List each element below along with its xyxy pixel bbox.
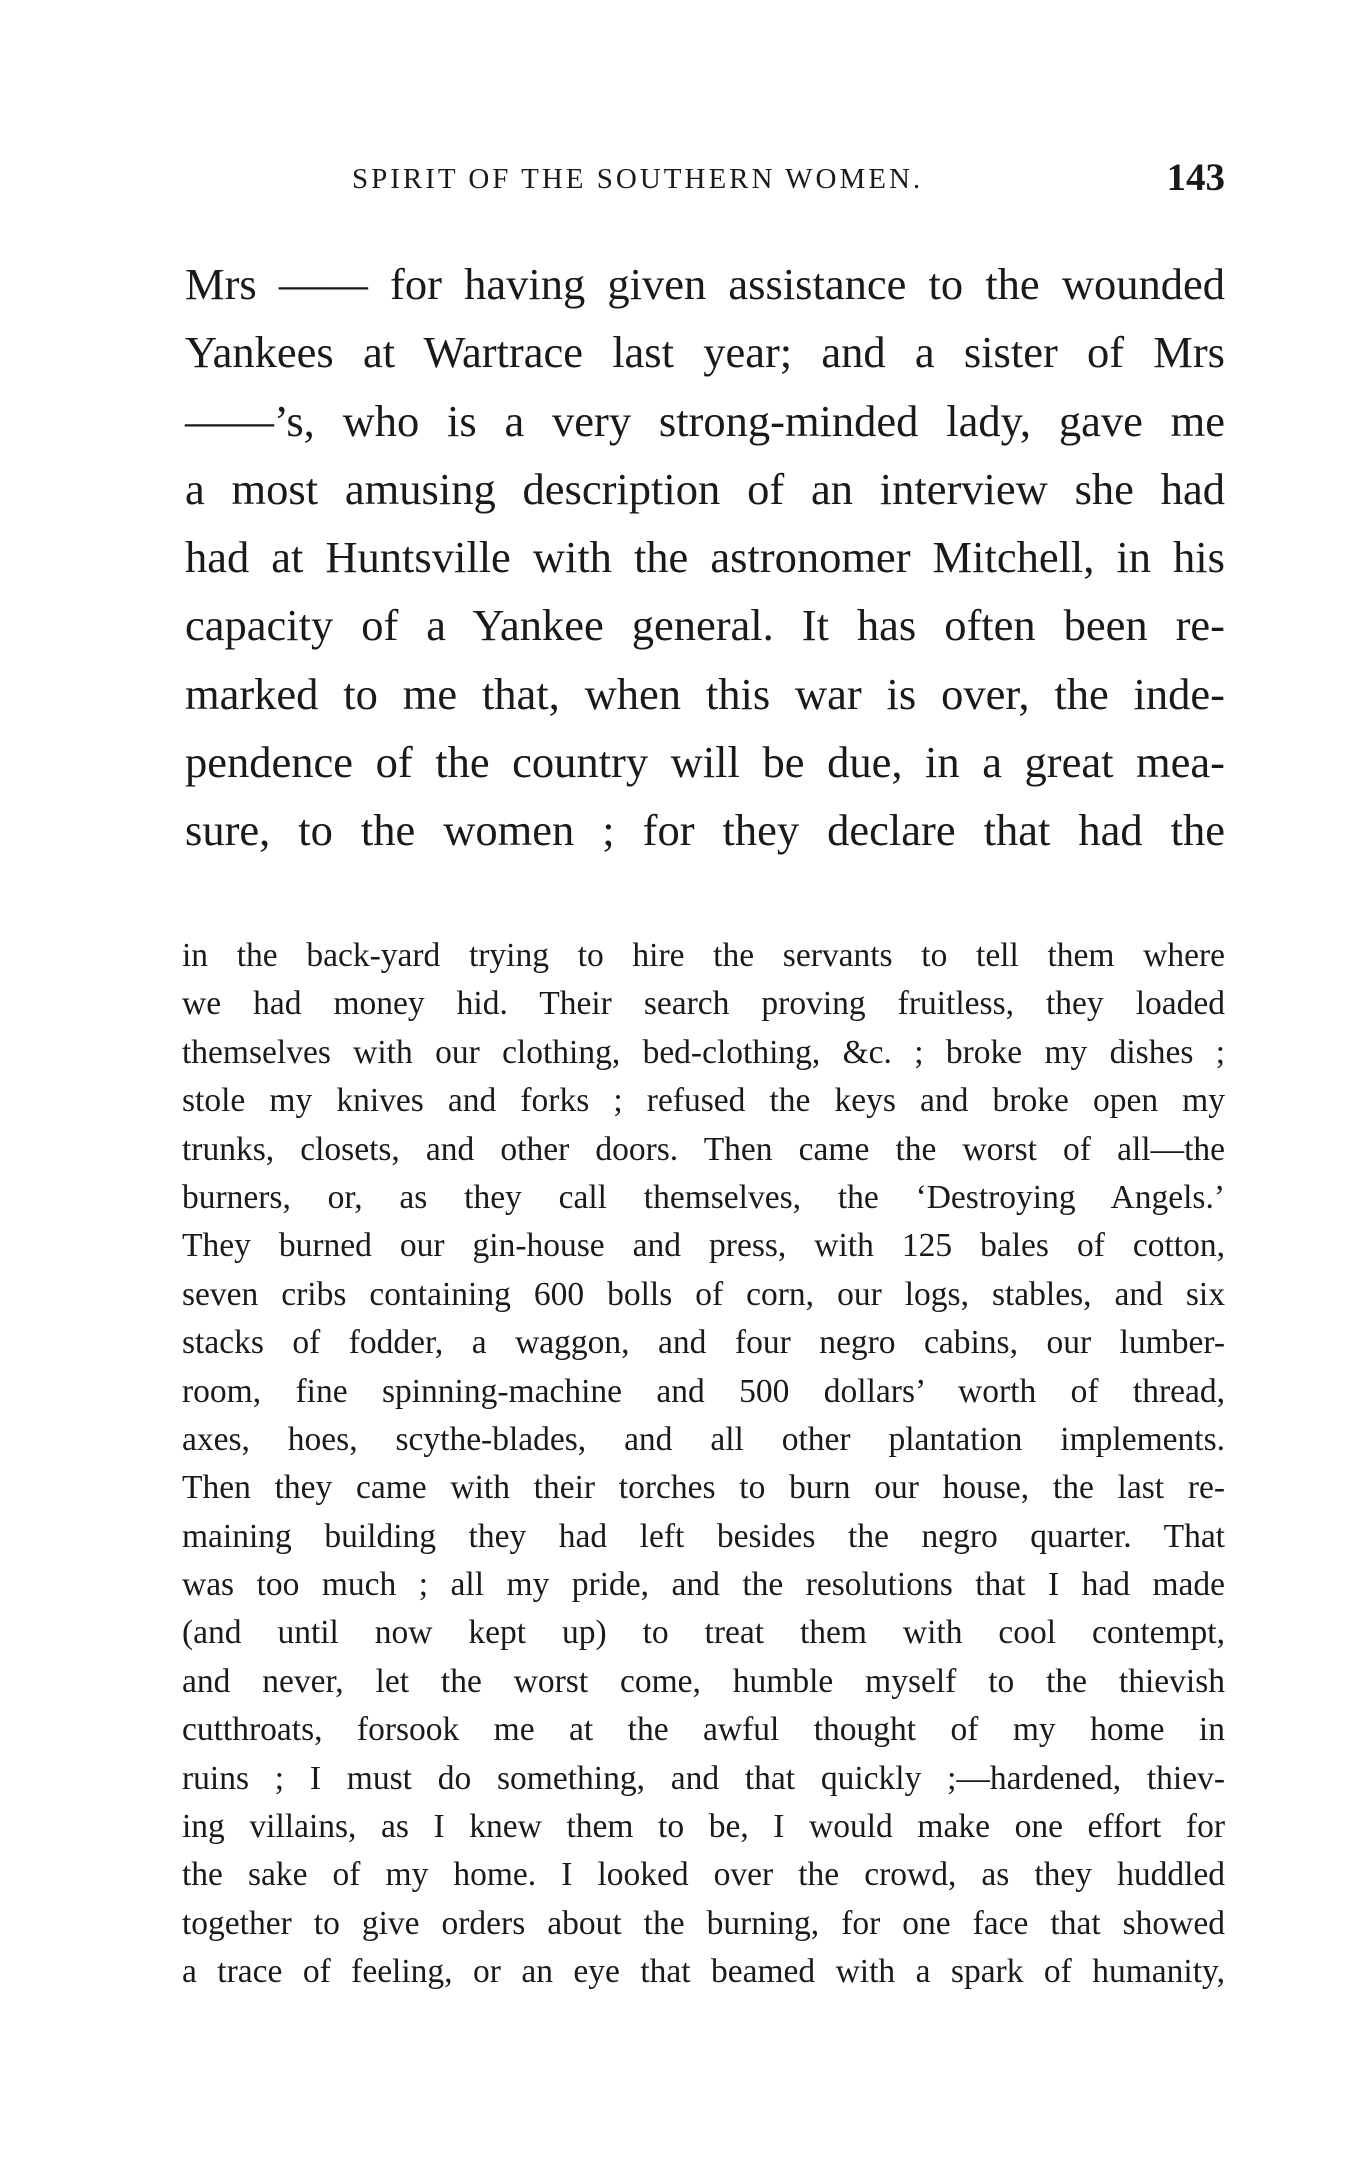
footnote-line: and never, let the worst come, humble myself to the thievish: [182, 1662, 1225, 1700]
footnote-line: ing villains, as I knew them to be, I would make one effort for: [182, 1808, 1225, 1846]
footnote-line: axes, hoes, scythe-blades, and all other plantation implements.: [182, 1420, 1225, 1458]
footnote-line: trunks, closets, and other doors. Then came the worst of all—the: [182, 1130, 1225, 1168]
footnote-line: cutthroats, forsook me at the awful thought of my home in: [182, 1711, 1225, 1749]
main-text-block: [185, 250, 1225, 865]
footnote-line: stacks of fodder, a waggon, and four negro cabins, our lumber-: [182, 1324, 1225, 1362]
footnote-line: seven cribs containing 600 bolls of corn, our logs, stables, and six: [182, 1275, 1225, 1313]
footnote-line: was too much ; all my pride, and the resolutions that I had made: [182, 1566, 1225, 1604]
text-line: pendence of the country will be due, in a great mea-: [185, 737, 1225, 788]
footnote-line: in the back-yard trying to hire the servants to tell them where: [182, 937, 1225, 974]
footnote-line: maining building they had left besides the negro quarter. That: [182, 1517, 1225, 1555]
footnote-line: themselves with our clothing, bed-clothing, &c. ; broke my dishes ;: [182, 1033, 1225, 1071]
footnote-line: Then they came with their torches to burn our house, the last re-: [182, 1469, 1225, 1507]
text-line: had at Huntsville with the astronomer Mitchell, in his: [185, 532, 1225, 583]
running-title: SPIRIT OF THE SOUTHERN WOMEN.: [352, 163, 924, 195]
footnote-line: a trace of feeling, or an eye that beamed with a spark of humanity,: [182, 1953, 1225, 1991]
footnote-line: together to give orders about the burning, for one face that showed: [182, 1904, 1225, 1942]
text-line: sure, to the women ; for they declare that had the: [185, 805, 1225, 856]
text-line: a most amusing description of an interview she had: [185, 463, 1225, 514]
text-line: marked to me that, when this war is over, the inde-: [185, 668, 1225, 719]
footnote-line: They burned our gin-house and press, with 125 bales of cotton,: [182, 1227, 1225, 1265]
footnote-line: burners, or, as they call themselves, the ‘Destroying Angels.’: [182, 1178, 1225, 1216]
footnote-line: stole my knives and forks ; refused the keys and broke open my: [182, 1082, 1225, 1120]
text-line: capacity of a Yankee general. It has often been re-: [185, 600, 1225, 651]
footnote-text-block: [182, 932, 1225, 1997]
footnote-line: ruins ; I must do something, and that quickly ;—hardened, thiev-: [182, 1759, 1225, 1797]
page-number: 143: [1166, 156, 1225, 199]
text-line: Yankees at Wartrace last year; and a sister of Mrs: [185, 327, 1225, 378]
footnote-line: (and until now kept up) to treat them with cool contempt,: [182, 1614, 1225, 1652]
running-head: [185, 155, 1225, 215]
footnote-line: the sake of my home. I looked over the crowd, as they huddled: [182, 1856, 1225, 1894]
footnote-line: we had money hid. Their search proving fruitless, they loaded: [182, 985, 1225, 1023]
text-line: Mrs —— for having given assistance to the wounded: [185, 259, 1225, 309]
text-line: ——’s, who is a very strong-minded lady, gave me: [185, 395, 1225, 446]
footnote-line: room, fine spinning-machine and 500 dollars’ worth of thread,: [182, 1372, 1225, 1410]
